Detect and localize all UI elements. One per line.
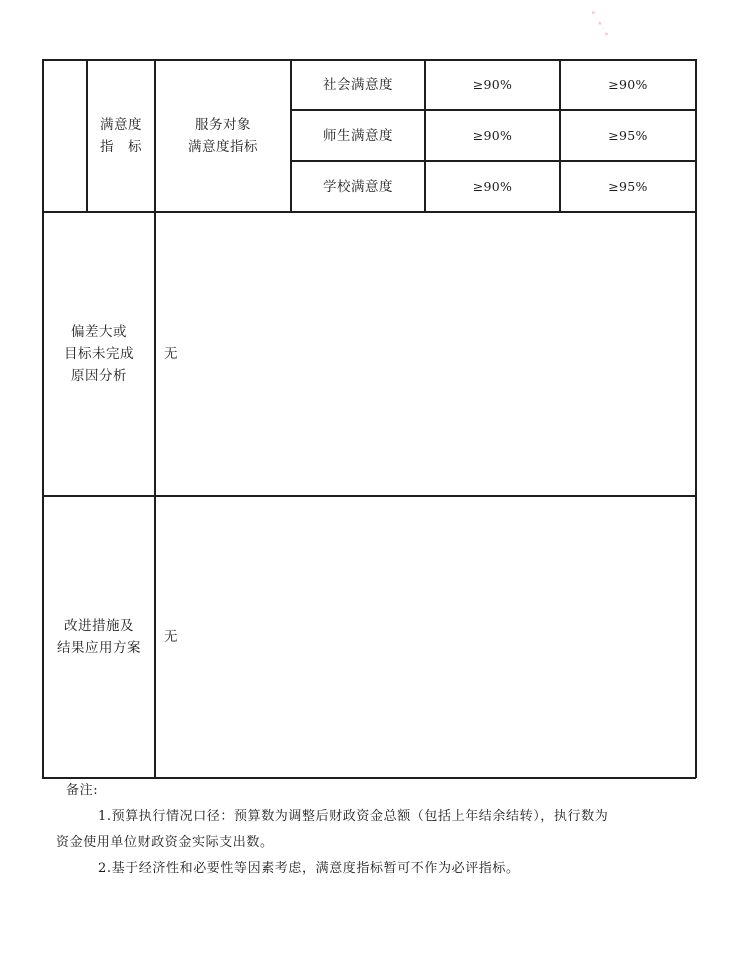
subcategory-label-line: 满意度指标 bbox=[188, 139, 258, 155]
category-label-line: 指 标 bbox=[100, 139, 142, 155]
improvement-content: 无 bbox=[164, 629, 178, 645]
improvement-label-line: 改进措施及 bbox=[64, 618, 134, 634]
deviation-label-line: 目标未完成 bbox=[64, 346, 134, 362]
actual-value: ≥95% bbox=[608, 127, 648, 143]
category-cell bbox=[88, 61, 154, 211]
target-value: ≥90% bbox=[472, 178, 513, 194]
table-border-right bbox=[695, 59, 697, 778]
indicator-name: 学校满意度 bbox=[323, 178, 393, 195]
actual-value: ≥95% bbox=[608, 178, 648, 194]
subcategory-label-line: 服务对象 bbox=[195, 117, 251, 133]
subcategory-cell bbox=[156, 61, 290, 211]
deviation-label-line: 偏差大或 bbox=[71, 324, 127, 340]
target-value: ≥90% bbox=[472, 77, 513, 92]
note-item-1-continued: 资金使用单位财政资金实际支出数。 bbox=[56, 835, 274, 850]
deviation-label-line: 原因分析 bbox=[71, 368, 127, 384]
note-item-1: 1.预算执行情况口径：预算数为调整后财政资金总额（包括上年结余结转），执行数为 bbox=[98, 809, 609, 824]
deviation-label-cell bbox=[44, 213, 154, 495]
note-item-2: 2.基于经济性和必要性等因素考虑，满意度指标暂可不作为必评指标。 bbox=[98, 861, 520, 876]
improvement-label-line: 结果应用方案 bbox=[57, 640, 141, 656]
indicator-name: 社会满意度 bbox=[323, 77, 393, 93]
deviation-content: 无 bbox=[164, 346, 178, 362]
category-label-line: 满意度 bbox=[100, 117, 142, 133]
notes-heading: 备注: bbox=[66, 783, 99, 798]
notes-section bbox=[40, 778, 690, 882]
actual-value: ≥90% bbox=[608, 77, 648, 92]
improvement-label-cell bbox=[44, 497, 154, 777]
stamp-mark: ✦ · ✦ · ✦ bbox=[587, 8, 612, 39]
target-value: ≥90% bbox=[472, 127, 513, 143]
indicator-name: 师生满意度 bbox=[323, 127, 393, 144]
